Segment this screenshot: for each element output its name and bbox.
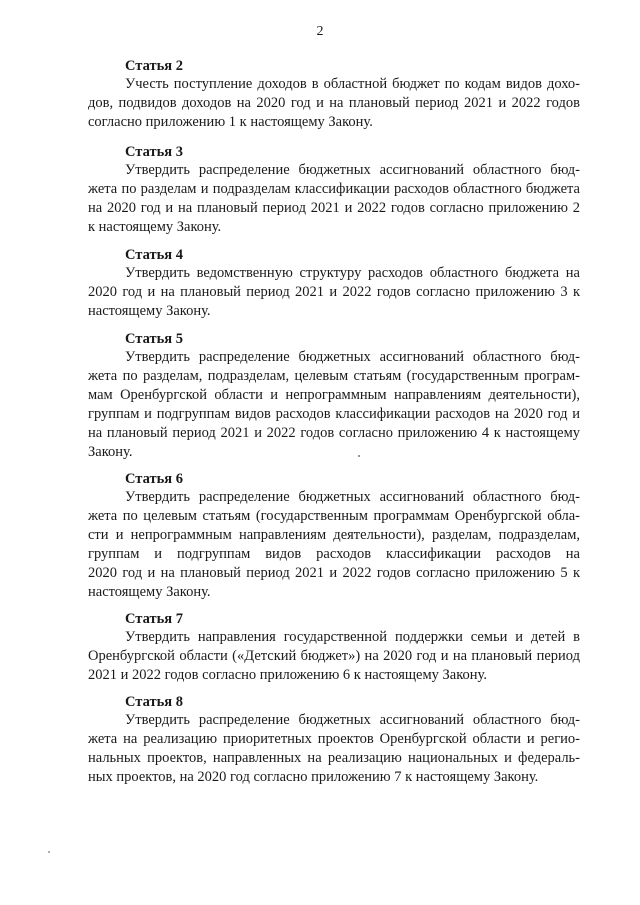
article-body xyxy=(88,264,580,321)
scan-speck xyxy=(358,455,360,457)
article-text-line: 2021 и 2022 годов согласно приложению 6 к настоящему Закону. xyxy=(88,667,487,683)
scan-speck xyxy=(48,851,50,853)
article-text-line: нальных проектов, направленных на реализацию национальных и федераль- xyxy=(88,750,580,766)
article-title: Статья 3 xyxy=(125,144,183,160)
article-text-line: Утвердить ведомственную структуру расходов областного бюджета на xyxy=(125,265,580,281)
article-title: Статья 4 xyxy=(125,247,183,263)
article-text-line: сти и непрограммным направлениям деятельности), разделам, подразделам, xyxy=(88,527,580,543)
article-text-line: мам Оренбургской области и непрограммным направлениям деятельности), xyxy=(88,387,580,403)
article-text-line: Утвердить распределение бюджетных ассигнований областного бюд- xyxy=(125,712,580,728)
article-text-line: Утвердить распределение бюджетных ассигнований областного бюд- xyxy=(125,489,580,505)
article-text-line: Оренбургской области («Детский бюджет») на 2020 год и на плановый период xyxy=(88,648,580,664)
article-body xyxy=(88,348,580,462)
article-4 xyxy=(88,246,580,321)
article-body xyxy=(88,488,580,602)
article-2 xyxy=(88,57,580,132)
article-5 xyxy=(88,330,580,462)
article-text-line: на плановый период 2021 и 2022 годов согласно приложению 4 к настоящему xyxy=(88,425,580,441)
article-7 xyxy=(88,610,580,685)
article-3 xyxy=(88,143,580,237)
page-number: 2 xyxy=(316,24,324,39)
article-title: Статья 6 xyxy=(125,471,183,487)
article-body xyxy=(88,628,580,685)
article-text-line: Утвердить распределение бюджетных ассигнований областного бюд- xyxy=(125,162,580,178)
article-text-line: Утвердить распределение бюджетных ассигнований областного бюд- xyxy=(125,349,580,365)
article-text-line: дов, подвидов доходов на 2020 год и на плановый период 2021 и 2022 годов xyxy=(88,95,580,111)
article-title: Статья 7 xyxy=(125,611,183,627)
article-text-line: согласно приложению 1 к настоящему Закону. xyxy=(88,114,373,130)
article-text-line: жета по целевым статьям (государственным программам Оренбургской обла- xyxy=(88,508,580,524)
article-text-line: группам и подгруппам видов расходов классификации расходов на 2020 год и xyxy=(88,406,580,422)
article-text-line: Утвердить направления государственной поддержки семьи и детей в xyxy=(125,629,580,645)
article-text-line: к настоящему Закону. xyxy=(88,219,222,235)
article-text-line: жета по разделам, подразделам, целевым статьям (государственным програм- xyxy=(88,368,580,384)
article-text-line: на 2020 год и на плановый период 2021 и 2022 годов согласно приложению 2 xyxy=(88,200,580,216)
article-6 xyxy=(88,470,580,602)
article-body xyxy=(88,711,580,787)
article-body xyxy=(88,161,580,237)
article-text-line: 2020 год и на плановый период 2021 и 2022 годов согласно приложению 5 к xyxy=(88,565,580,581)
article-title: Статья 8 xyxy=(125,694,183,710)
article-8 xyxy=(88,693,580,787)
article-text-line: настоящему Закону. xyxy=(88,584,211,600)
article-body xyxy=(88,75,580,132)
article-text-line: Закону. xyxy=(88,444,133,460)
article-text-line: жета по разделам и подразделам классификации расходов областного бюджета xyxy=(88,181,580,197)
article-title: Статья 2 xyxy=(125,58,183,74)
article-text-line: 2020 год и на плановый период 2021 и 2022 годов согласно приложению 3 к xyxy=(88,284,580,300)
article-title: Статья 5 xyxy=(125,331,183,347)
article-text-line: жета на реализацию приоритетных проектов Оренбургской области и регио- xyxy=(88,731,580,747)
article-text-line: Учесть поступление доходов в областной бюджет по кодам видов дохо- xyxy=(125,76,580,92)
article-text-line: настоящему Закону. xyxy=(88,303,211,319)
article-text-line: группам и подгруппам видов расходов классификации расходов на xyxy=(88,546,580,562)
article-text-line: ных проектов, на 2020 год согласно приложению 7 к настоящему Закону. xyxy=(88,769,539,785)
